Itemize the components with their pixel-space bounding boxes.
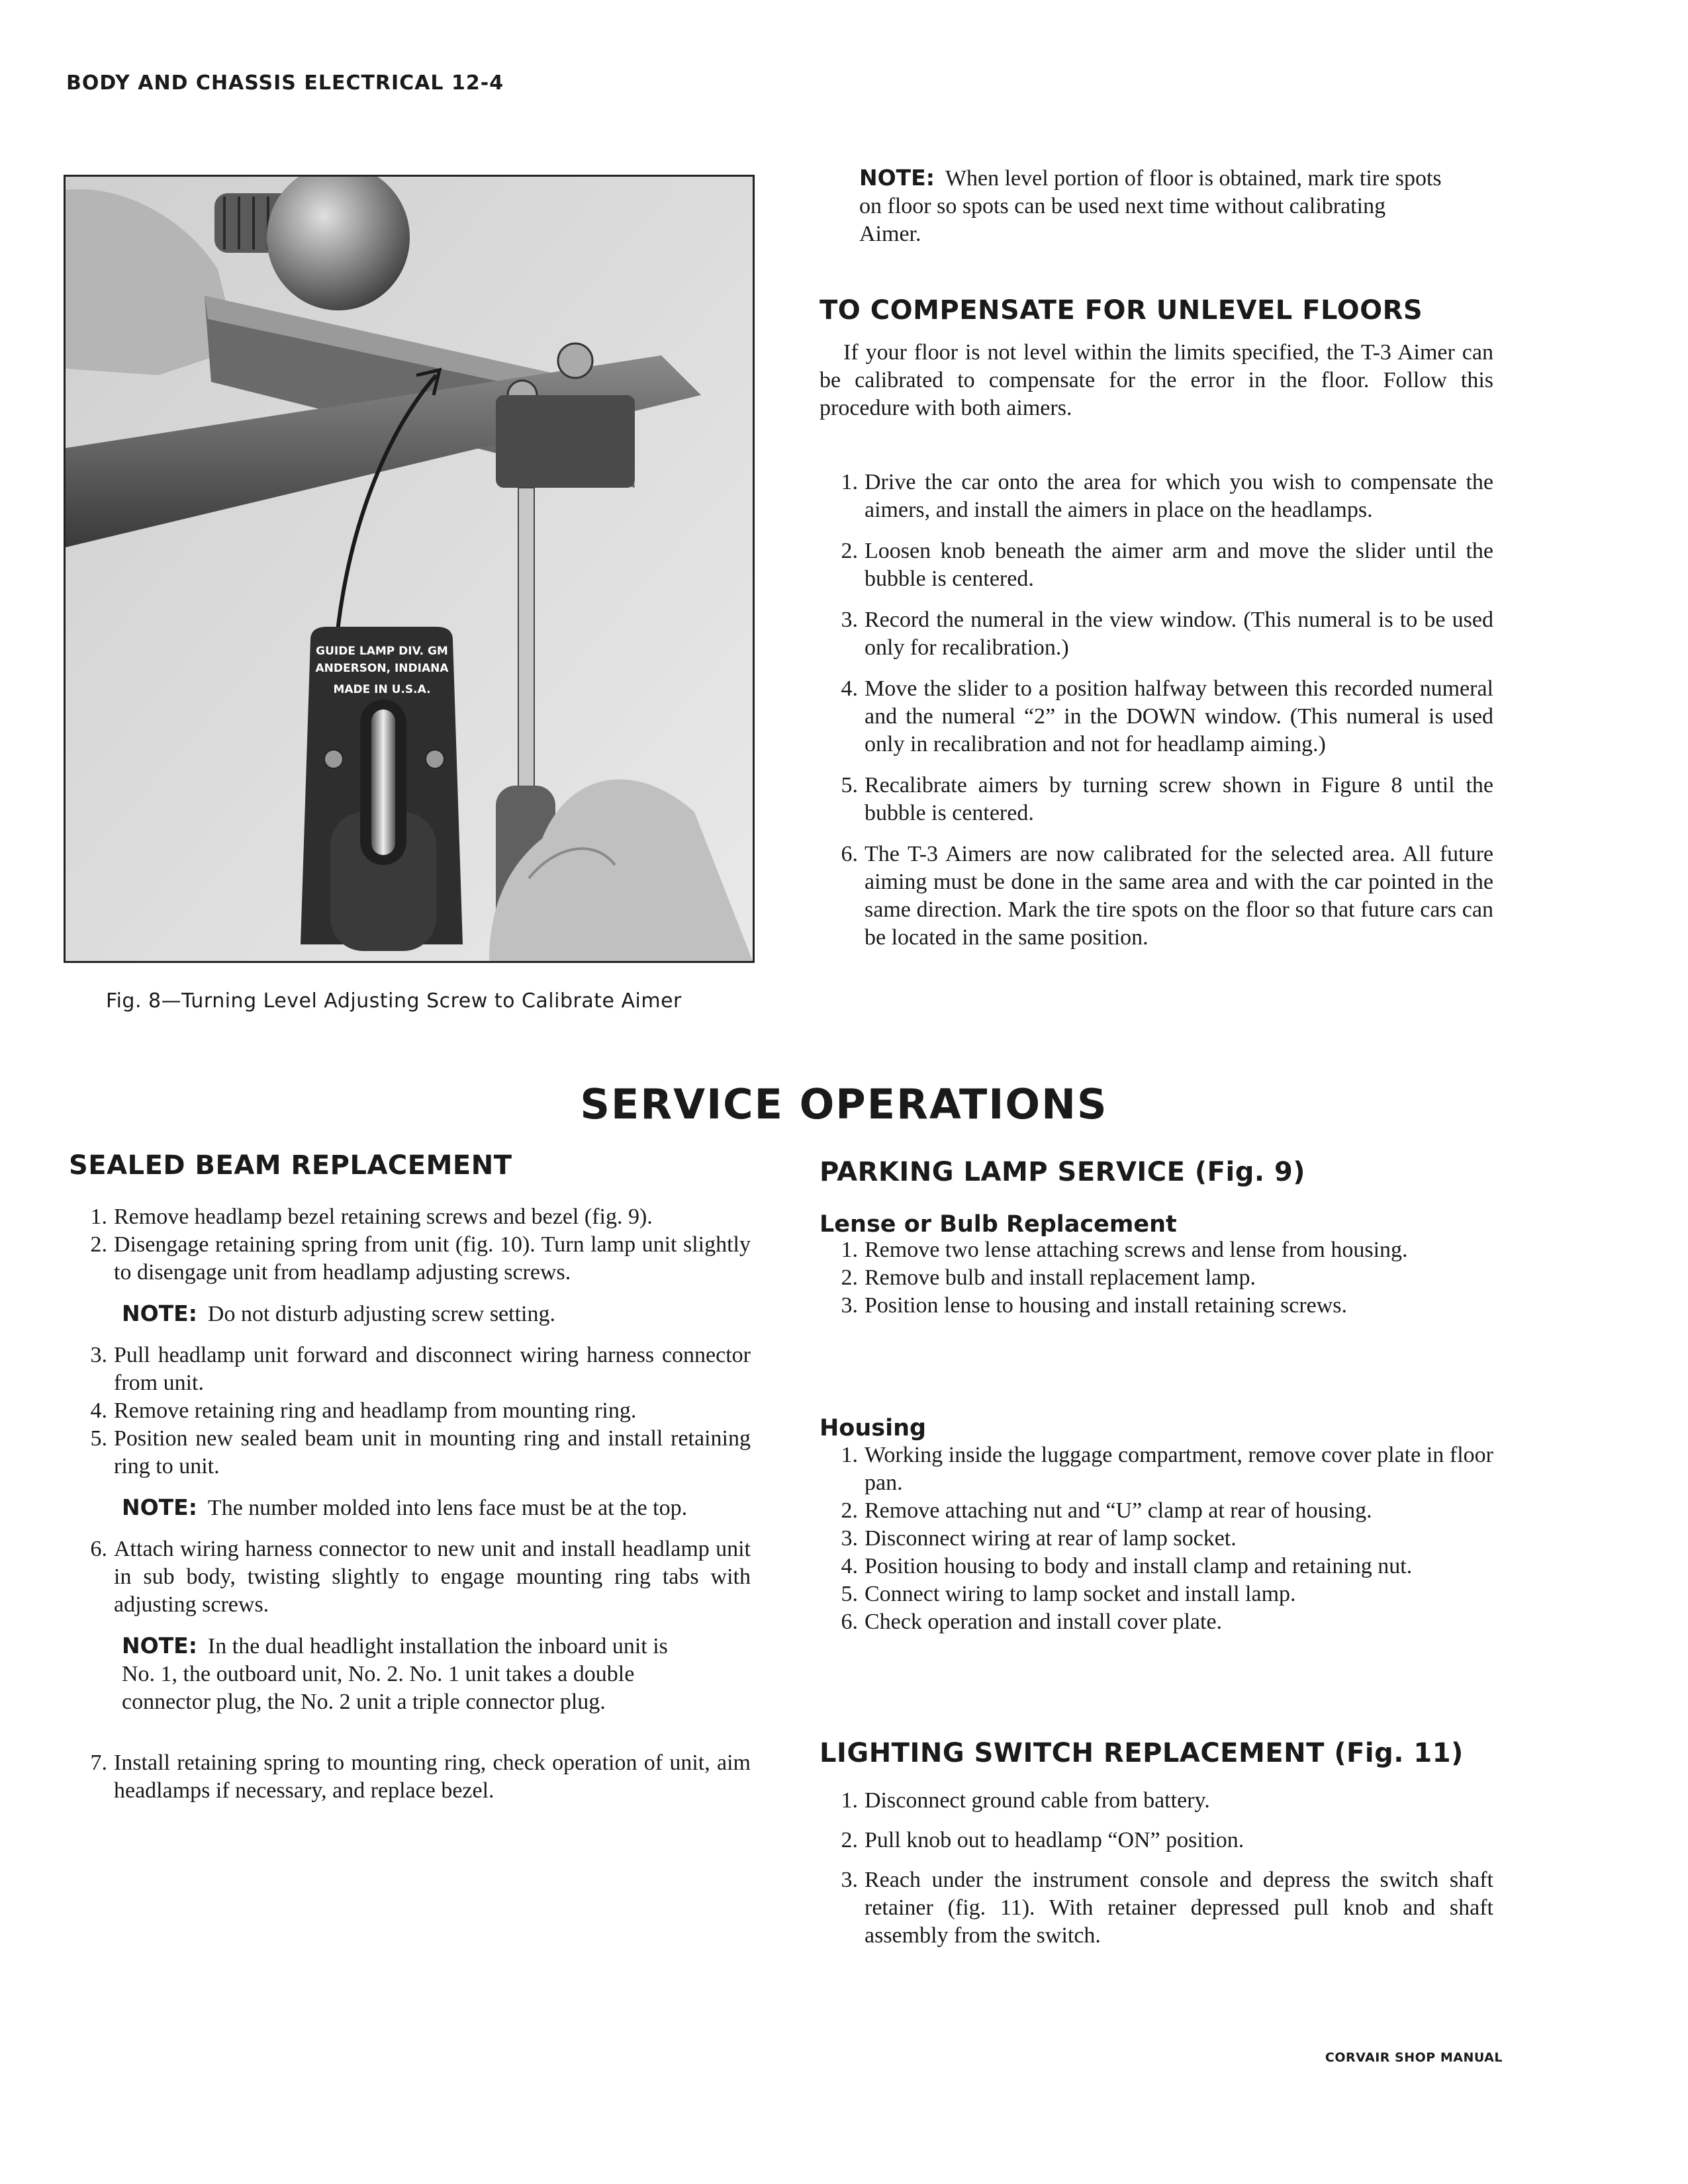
- list-item: 2. Loosen knob beneath the aimer arm and move the slider until the bubble is centered.: [841, 539, 1493, 591]
- sealed-beam-steps-a: [69, 1203, 751, 1287]
- plate-text-line-1: GUIDE LAMP DIV. GM: [316, 645, 448, 658]
- note-label: NOTE:: [122, 1633, 197, 1659]
- sealed-beam-content: [69, 1203, 751, 1805]
- list-item: 3. Pull headlamp unit forward and disconnect wiring harness connector from unit.: [90, 1343, 751, 1395]
- plate-text-line-3: MADE IN U.S.A.: [333, 683, 431, 696]
- plate-text-line-2: ANDERSON, INDIANA: [315, 662, 449, 675]
- sealed-beam-steps-b: [69, 1342, 751, 1480]
- list-item: 1. Disconnect ground cable from battery.: [841, 1788, 1210, 1813]
- list-item: 4. Position housing to body and install clamp and retaining nut.: [841, 1554, 1413, 1578]
- list-item: 3. Record the numeral in the view window. (This numeral is to be used only for recalibration.): [841, 608, 1493, 660]
- note-label: NOTE:: [122, 1494, 197, 1520]
- note-label: NOTE:: [859, 165, 935, 191]
- lighting-switch-heading: LIGHTING SWITCH REPLACEMENT (Fig. 11): [820, 1738, 1464, 1768]
- note-do-not-disturb: [122, 1300, 751, 1328]
- parking-lamp-heading: PARKING LAMP SERVICE (Fig. 9): [820, 1157, 1306, 1187]
- unlevel-steps: [820, 469, 1493, 952]
- list-item: 6. Check operation and install cover plate.: [841, 1610, 1223, 1634]
- note-text: When level portion of floor is obtained, mark tire spots on floor so spots can be used next time without calibrating Aimer.: [859, 166, 1442, 246]
- note-label: NOTE:: [122, 1300, 197, 1326]
- figure-caption: Fig. 8—Turning Level Adjusting Screw to Calibrate Aimer: [106, 989, 682, 1013]
- list-item: 3. Position lense to housing and install retaining screws.: [841, 1293, 1348, 1318]
- list-item: 5. Position new sealed beam unit in mounting ring and install retaining ring to unit.: [90, 1426, 751, 1479]
- list-item: 2. Remove attaching nut and “U” clamp at rear of housing.: [841, 1498, 1372, 1523]
- list-item: 3. Reach under the instrument console and depress the switch shaft retainer (fig. 11). With retainer depressed pull knob and shaft assembly from the switch.: [841, 1868, 1493, 1948]
- list-item: 1. Working inside the luggage compartment, remove cover plate in floor pan.: [841, 1443, 1493, 1495]
- list-item: 6. Attach wiring harness connector to new unit and install headlamp unit in sub body, twisting slightly to engage mounting ring tabs with adjusting screws.: [90, 1537, 751, 1617]
- list-item: 5. Connect wiring to lamp socket and install lamp.: [841, 1582, 1296, 1606]
- aimer-illustration: [66, 177, 753, 961]
- sealed-beam-steps-c: [69, 1535, 751, 1619]
- page-header: BODY AND CHASSIS ELECTRICAL 12-4: [66, 71, 504, 95]
- service-operations-title: SERVICE OPERATIONS: [580, 1080, 1108, 1128]
- housing-steps: [820, 1441, 1493, 1636]
- list-item: 2. Remove bulb and install replacement lamp.: [841, 1265, 1256, 1290]
- note-text: In the dual headlight installation the inboard unit is No. 1, the outboard unit, No. 2. No. 1 unit takes a double connector plug, the No. 2 unit a triple connector plug.: [122, 1634, 668, 1714]
- lighting-steps: [820, 1787, 1493, 1950]
- figure-8-photo: [64, 175, 755, 963]
- page-footer: CORVAIR SHOP MANUAL: [1325, 2050, 1503, 2065]
- list-item: 7. Install retaining spring to mounting ring, check operation of unit, aim headlamps if necessary, and replace bezel.: [90, 1751, 751, 1803]
- note-top: [859, 164, 1442, 248]
- list-item: 5. Recalibrate aimers by turning screw shown in Figure 8 until the bubble is centered.: [841, 773, 1493, 825]
- note-lens-top: [122, 1494, 704, 1522]
- lense-bulb-subheading: Lense or Bulb Replacement: [820, 1211, 1177, 1238]
- sealed-beam-steps-d: [69, 1749, 751, 1805]
- list-item: 4. Remove retaining ring and headlamp from mounting ring.: [90, 1398, 637, 1423]
- list-item: 3. Disconnect wiring at rear of lamp socket.: [841, 1526, 1237, 1551]
- sealed-beam-heading: SEALED BEAM REPLACEMENT: [69, 1150, 512, 1181]
- list-item: 2. Disengage retaining spring from unit (fig. 10). Turn lamp unit slightly to disengage unit from headlamp adjusting screws.: [90, 1232, 751, 1285]
- housing-subheading: Housing: [820, 1415, 927, 1441]
- list-item: 2. Pull knob out to headlamp “ON” position.: [841, 1828, 1244, 1852]
- list-item: 1. Drive the car onto the area for which you wish to compensate the aimers, and install the aimers in place on the headlamps.: [841, 470, 1493, 522]
- list-item: 1. Remove headlamp bezel retaining screws and bezel (fig. 9).: [90, 1205, 653, 1229]
- note-text: The number molded into lens face must be at the top.: [207, 1496, 688, 1520]
- list-item: 4. Move the slider to a position halfway between this recorded numeral and the numeral “2” in the DOWN window. (This numeral is used only in recalibration and not for headlamp aiming.): [841, 676, 1493, 756]
- lense-steps: [820, 1236, 1493, 1320]
- list-item: 1. Remove two lense attaching screws and lense from housing.: [841, 1238, 1408, 1262]
- unlevel-heading: TO COMPENSATE FOR UNLEVEL FLOORS: [820, 295, 1423, 326]
- note-dual-headlight: [122, 1632, 704, 1716]
- unlevel-intro: If your floor is not level within the limits specified, the T-3 Aimer can be calibrated to compensate for the error in the floor. Follow this procedure with both aimers.: [820, 340, 1493, 420]
- note-text: Do not disturb adjusting screw setting.: [207, 1302, 555, 1326]
- list-item: 6. The T-3 Aimers are now calibrated for the selected area. All future aiming must be done in the same area and with the car pointed in the same direction. Mark the tire spots on the floor so that future cars can be located in the same position.: [841, 842, 1493, 950]
